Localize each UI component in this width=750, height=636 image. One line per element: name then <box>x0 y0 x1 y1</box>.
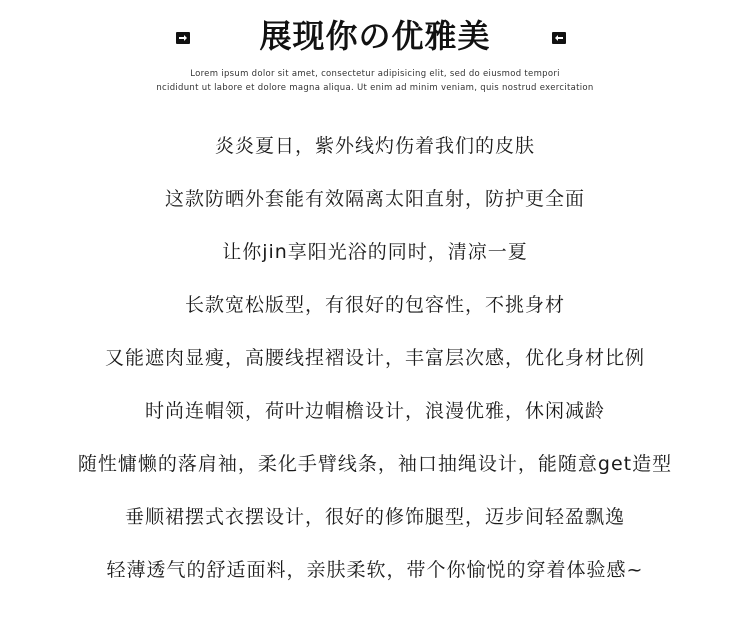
description-line-2: 这款防晒外套能有效隔离太阳直射，防护更全面 <box>164 188 585 210</box>
description-line-8: 垂顺裙摆式衣摆设计，很好的修饰腿型，迈步间轻盈飘逸 <box>124 506 625 528</box>
description-line-7: 随性慵懒的落肩袖，柔化手臂线条，袖口抽绳设计，能随意get造型 <box>77 453 673 475</box>
description-line-1: 炎炎夏日，紫外线灼伤着我们的皮肤 <box>214 135 535 157</box>
description-line-5: 又能遮肉显瘦，高腰线捏褶设计，丰富层次感，优化身材比例 <box>104 347 645 369</box>
description-line-4: 长款宽松版型，有很好的包容性，不挑身材 <box>184 294 565 316</box>
subtitle-line-1: Lorem ipsum dolor sit amet, consectetur adipisicing elit, sed do eiusmod tempori <box>190 69 560 79</box>
description-line-6: 时尚连帽领，荷叶边帽檐设计，浪漫优雅，休闲减龄 <box>144 400 605 422</box>
description-line-9: 轻薄透气的舒适面料，亲肤柔软，带个你愉悦的穿着体验感~ <box>106 559 644 581</box>
arrow-left-icon <box>552 32 566 44</box>
description-line-3: 让你jin享阳光浴的同时，清凉一夏 <box>222 241 528 263</box>
header <box>0 10 750 66</box>
page-title: 展现你の优雅美 <box>259 17 491 55</box>
subtitle-line-2: ncididunt ut labore et dolore magna aliqua. Ut enim ad minim veniam, quis nostrud exercitation <box>156 83 594 93</box>
